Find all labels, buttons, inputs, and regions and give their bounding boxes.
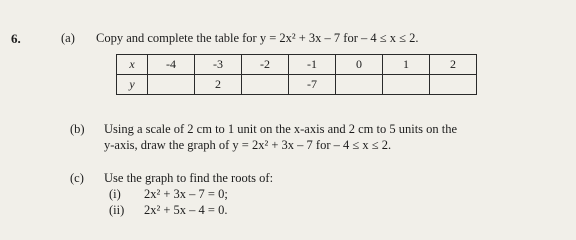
- part-a-instruction: Copy and complete the table for y = 2x² + 3x – 7 for – 4 ≤ x ≤ 2.: [96, 31, 419, 45]
- x-value-cell: 2: [430, 55, 477, 75]
- y-row: [117, 75, 477, 95]
- y-value-cell[interactable]: [383, 75, 430, 95]
- y-header: y: [117, 75, 148, 95]
- x-value-cell: 0: [336, 55, 383, 75]
- x-value-cell: -1: [289, 55, 336, 75]
- part-c-label: (c): [70, 171, 84, 185]
- part-c-item-equation: 2x² + 3x – 7 = 0;: [144, 187, 228, 201]
- x-row: [117, 55, 477, 75]
- y-value-cell[interactable]: -7: [289, 75, 336, 95]
- x-header: x: [117, 55, 148, 75]
- x-value-cell: -3: [195, 55, 242, 75]
- part-b-line-1: Using a scale of 2 cm to 1 unit on the x-axis and 2 cm to 5 units on the: [104, 122, 458, 136]
- x-value-cell: -4: [148, 55, 195, 75]
- part-b-label: (b): [70, 122, 85, 136]
- y-value-cell[interactable]: [242, 75, 289, 95]
- y-value-cell[interactable]: [336, 75, 383, 95]
- x-value-cell: 1: [383, 55, 430, 75]
- part-b-line-2: y-axis, draw the graph of y = 2x² + 3x – 7 for – 4 ≤ x ≤ 2.: [104, 138, 392, 152]
- y-value-cell[interactable]: [148, 75, 195, 95]
- part-c-item-equation: 2x² + 5x – 4 = 0.: [144, 203, 228, 217]
- part-c-item-label: (ii): [109, 203, 125, 217]
- part-c-intro: Use the graph to find the roots of:: [104, 171, 274, 185]
- part-a-label: (a): [61, 31, 75, 45]
- y-value-cell[interactable]: 2: [195, 75, 242, 95]
- question-number: 6.: [11, 31, 21, 46]
- values-table: [116, 54, 477, 95]
- x-value-cell: -2: [242, 55, 289, 75]
- y-value-cell[interactable]: [430, 75, 477, 95]
- part-c-item-label: (i): [109, 187, 121, 201]
